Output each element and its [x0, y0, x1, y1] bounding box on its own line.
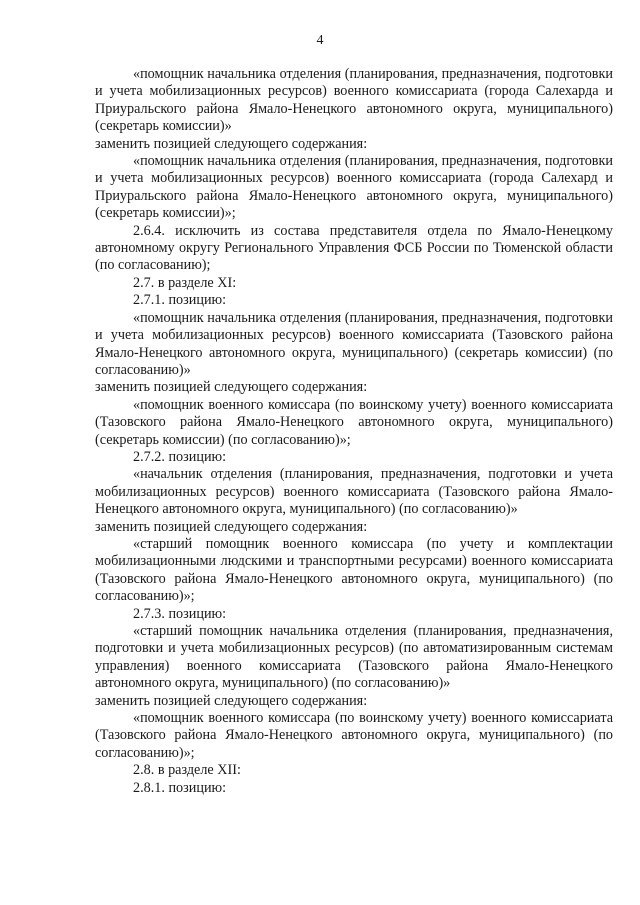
paragraph: «помощник начальника отделения (планирования, предназначения, подготовки и учета мобилизационных ресурсов) военного комиссариата (города Салехард и Приуральского района Ямало-Ненецкого автономного округа, муниципального) (секретарь комиссии)»;	[95, 153, 613, 222]
paragraph: заменить позицией следующего содержания:	[95, 135, 368, 152]
paragraph: «старший помощник начальника отделения (планирования, предназначения, подготовки и учета мобилизационных ресурсов) (по автоматизированным системам управления) военного комиссариата (Тазовского района Ямало-Ненецкого автономного округа, муниципального) (по согласованию)»	[95, 623, 613, 692]
paragraph: 2.7.2. позицию:	[133, 448, 227, 465]
paragraph: заменить позицией следующего содержания:	[95, 379, 368, 396]
paragraph: 2.6.4. исключить из состава представителя отдела по Ямало-Ненецкому автономному округу Регионального Управления ФСБ России по Тюменской области (по согласованию);	[95, 222, 613, 274]
paragraph: «помощник начальника отделения (планирования, предназначения, подготовки и учета мобилизационных ресурсов) военного комиссариата (города Салехарда и Приуральского района Ямало-Ненецкого автономного округа, муниципального) (секретарь комиссии)»	[95, 66, 613, 135]
paragraph: 2.8.1. позицию:	[133, 779, 227, 796]
paragraph: «помощник военного комиссара (по воинскому учету) военного комиссариата (Тазовского района Ямало-Ненецкого автономного округа, муниципального) (секретарь комиссии) (по согласованию)»;	[95, 396, 613, 448]
paragraph: 2.7.3. позицию:	[133, 605, 227, 622]
paragraph: заменить позицией следующего содержания:	[95, 518, 368, 535]
paragraph: «начальник отделения (планирования, предназначения, подготовки и учета мобилизационных ресурсов) военного комиссариата (Тазовского района Ямало-Ненецкого автономного округа, муниципального) (по согласованию)»	[95, 466, 613, 518]
paragraph: 2.7.1. позицию:	[133, 292, 227, 309]
paragraph: «помощник начальника отделения (планирования, предназначения, подготовки и учета мобилизационных ресурсов) военного комиссариата (Тазовского района Ямало-Ненецкого автономного округа, муниципального) (секретарь комиссии) (по согласованию)»	[95, 309, 613, 378]
paragraph: «помощник военного комиссара (по воинскому учету) военного комиссариата (Тазовского района Ямало-Ненецкого автономного округа, муниципального) (по согласованию)»;	[95, 710, 613, 761]
paragraph: «старший помощник военного комиссара (по учету и комплектации мобилизационными людскими и транспортными ресурсами) военного комиссариата (Тазовского района Ямало-Ненецкого автономного округа, муниципального) (по согласованию)»;	[95, 535, 613, 605]
document-body	[95, 66, 613, 797]
paragraph: 2.8. в разделе XII:	[133, 762, 241, 779]
page-number: 4	[316, 33, 324, 48]
paragraph: 2.7. в разделе XI:	[133, 274, 237, 291]
paragraph: заменить позицией следующего содержания:	[95, 692, 368, 709]
